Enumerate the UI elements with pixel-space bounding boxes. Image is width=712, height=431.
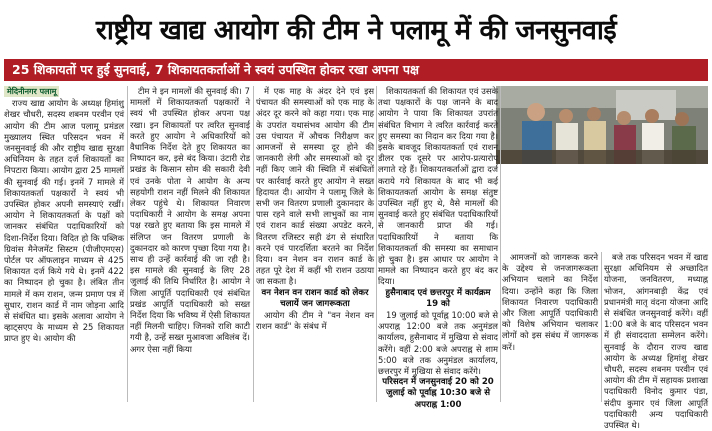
section-subheading: वन नेशन वन राशन कार्ड को लेकर चलायें जन जागरूकता (261, 287, 369, 309)
column-divider (127, 86, 128, 402)
column-text: आयोग की टीम ने "वन नेशन वन राशन कार्ड" के संबंध में (256, 310, 374, 332)
column-text: 19 जुलाई को पूर्वाह्न 10:00 बजे से अपराह्न 12:00 बजे तक अनुमंडल कार्यालय, हुसैनाबाद में मुखिया से संवाद करेंगे। वहीं 2:00 बजे अपराह्न से शाम 5:00 बजे तक अनुमंडल कार्यालय, छत्तरपुर में मुखिया से संवाद करेंगे। (378, 310, 498, 377)
article-column-6 (604, 252, 708, 431)
section-subheading: हुसैनाबाद एवं छत्तरपुर में कार्यक्रम 19 को (385, 287, 491, 309)
section-subheading: परिसदन में जनसुनवाई 20 को 20 जुलाई को पूर्वाह्न 10:30 बजे से अपराह्न 1:00 (382, 377, 494, 410)
article-column-2 (130, 86, 250, 402)
article-column-4 (378, 86, 498, 410)
article-column-1 (4, 86, 124, 402)
article-column-3 (256, 86, 374, 402)
column-divider (253, 86, 254, 402)
subheadline-banner: 25 शिकायतों पर हुई सुनवाई, 7 शिकायतकर्ताओं ने स्वयं उपस्थित होकर रखा अपना पक्ष (4, 59, 708, 81)
headline: राष्ट्रीय खाद्य आयोग की टीम ने पलामू में की जनसुनवाई (95, 14, 617, 46)
column-divider (376, 86, 377, 402)
article-body (4, 86, 708, 431)
column-text: टीम ने इन मामलों की सुनवाई की। 7 मामलों में शिकायतकर्ता पक्षकारों ने स्वयं भी उपस्थित होकर अपना पक्ष रखा। इन शिकायतों पर त्वरित सुनवाई करते हुए आयोग ने अधिकारियों को वैधानिक निर्देश देते हुए शिकायत का निष्पादन कर, इसे बंद किया। उंटारी रोड प्रखंड के किसान सोम की सकारी देवी एवं उनके पोता ने आयोग के अन्य सहयोगी राशन नहीं मिलने की शिकायत लेकर पहुंचे थे। शिकायत निवारण पदाधिकारी ने आयोग के समक्ष अपना पक्ष रखते हुए बताया कि इस मामले में संलिप्त जन वितरण प्रणाली के दुकानदार को कारण पृच्छा दिया गया है। साथ ही उन्हें कार्रवाई की जा रही है। इस मामले की सुनवाई के लिए 28 जुलाई की तिथि निर्धारित है। आयोग ने जिला आपूर्ति पदाधिकारी एवं संबंधित प्रखंड आपूर्ति पदाधिकारी को सख्त निर्देश दिया कि भविष्य में ऐसी शिकायत नहीं मिलनी चाहिए। जिनको राशि काटी गयी है, उन्हें सख्त मुआवजा अविलंब दें। अगर ऐसा नहीं किया (130, 86, 250, 354)
article-column-5 (502, 252, 598, 402)
column-text: में एक माह के अंदर देने एवं इस पंचायत की समस्याओं को एक माह के अंदर दूर करने को कहा गया। एक माह के उपरांत यथासंभव आयोग की टीम उस पंचायत में औचक निरीक्षण कर आमजनों से समस्या दूर होने की जानकारी लेगी और समस्याओं को दूर नहीं किए जाने की स्थिति में संबंधितों पर कार्रवाई करते हुए आयोग ने सख्त हिदायत दी। आयोग ने पलामू जिले के सभी जन वितरण प्रणाली दुकानदार के पास रहने वाले सभी लाभुकों का नाम एवं राशन कार्ड संख्या अपडेट करने, वितरण रजिस्टर सही ढंग से संधारित करने एवं पारदर्शिता बरतने का निर्देश दिया। वन नेशन वन राशन कार्ड के तहत पूरे देश में कहीं भी राशन उठाया जा सकता है। (256, 86, 374, 287)
column-text: बजे तक परिसदन भवन में खाद्य सुरक्षा अधिनियम से अच्छादित योजना, जनवितरण, मध्याह्न भोजन, आंगनबाड़ी केंद्र एवं प्रधानमंत्री मातृ वंदना योजना आदि से संबंधित जनसुनवाई करेंगे। वहीं 1:00 बजे के बाद परिसदन भवन में ही संवाददाता सम्मेलन करेंगे। सुनवाई के दौरान राज्य खाद्य आयोग के अध्यक्ष हिमांशु शेखर चौधरी, सदस्य शबनम परवीन एवं आयोग की टीम में सहायक प्रशाखा पदाधिकारी विनोद कुमार पंडा, संदीप कुमार एवं जिला आपूर्ति पदाधिकारी अन्य पदाधिकारी उपस्थित थे। (604, 252, 708, 431)
column-text: शिकायतकर्ता की शिकायत एवं उसके तथा पक्षकारों के पक्ष जानने के बाद आयोग ने पाया कि शिकायत उपरांत संबंधित विभाग ने त्वरित कार्रवाई करते हुए समस्या का निदान कर दिया गया है। इसके बावजूद शिकायतकर्ता एवं राशन डीलर एक दूसरे पर आरोप-प्रत्यारोप लगाते रहे हैं। शिकायतकर्ताओं द्वारा दर्ज कराये गये शिकायत के बाद भी कई शिकायतकर्ता आयोग के समक्ष संतुष्ट उपस्थित नहीं हुए थे, वैसे मामलों की सुनवाई करते हुए संबंधित पदाधिकारियों से जानकारी प्राप्त की गई। पदाधिकारियों ने बताया कि शिकायतकर्ता की समस्या का समाधान हो चुका है। इस आधार पर आयोग ने मामले का निष्पादन करते हुए बंद कर दिया। (378, 86, 498, 287)
column-text: आमजनों को जागरूक करने के उद्देश्य से जनजागरूकता अभियान चलाने का निर्देश दिया। उन्होंने कहा कि जिला शिकायत निवारण पदाधिकारी और जिला आपूर्ति पदाधिकारी को विशेष अभियान चलाकर लोगों को इस संबंध में जागरूक करें। (502, 252, 598, 352)
dateline: मेदिनीनगर पलामू (4, 86, 59, 97)
column-divider (500, 86, 501, 402)
column-divider (601, 252, 602, 402)
column-text: राज्य खाद्य आयोग के अध्यक्ष हिमांशु शेखर चौधरी, सदस्य शबनम परवीन एवं आयोग की टीम आज पलामू प्रमंडल मुख्यालय स्थित परिसदन भवन में जनसुनवाई की और राष्ट्रीय खाद्य सुरक्षा अधिनियम के तहत दर्ज शिकायतों का निपटारा किया। आयोग द्वारा 25 मामलों की सुनवाई की गई। इनमें 7 मामले में शिकायतकर्ता पक्षकारों ने स्वयं भी उपस्थित होकर अपनी समस्याएं रखीं। आयोग ने शिकायतकर्ता के पक्षों को जानकर संबंधित पदाधिकारियों को दिशा-निर्देश दिया। विदित हो कि पब्लिक ग्रिवांस मैनेजमेंट सिस्टम (पीजीएमएस) पोर्टल पर ऑफलाइन माध्यम से 425 शिकायत दर्ज किये गये थे। इनमें 422 का निष्पादन हो चुका है। लंबित तीन मामले में कम राशन, जन्म प्रमाण पत्र में सुधार, राशन कार्ड में नाम जोड़ना आदि से संबंधित था। इसके अलावा आयोग ने व्हाट्सएप के माध्यम से 25 शिकायत प्राप्त हुए थे। आयोग की (4, 98, 124, 344)
